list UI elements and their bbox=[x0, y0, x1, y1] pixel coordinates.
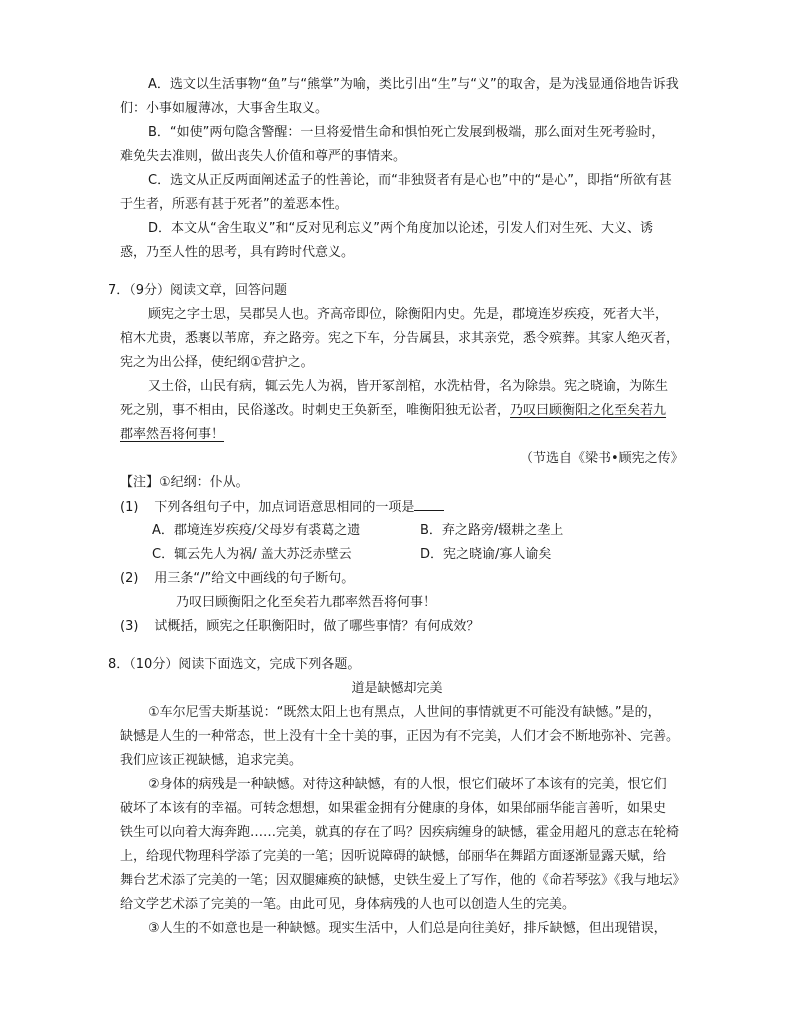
q8-essay-line-4: ②身体的病残是一种缺憾。对待这种缺憾，有的人恨，恨它们破坏了本该有的完美，恨它们 bbox=[148, 777, 667, 792]
q8-essay-line-2: 缺憾是人生的一种常态，世上没有十全十美的事，正因为有不完美，人们才会不断地弥补、完善。 bbox=[120, 729, 680, 744]
q7-passage-p1-line2: 棺木尤贵，悉裹以苇席，弃之路旁。宪之下车，分告属县，求其亲党，悉令殡葬。其家人绝灭者， bbox=[120, 331, 680, 346]
q6-option-a-line1: A．选文以生活事物“鱼”与“熊掌”为喻，类比引出“生”与“义”的取舍，是为浅显通俗地告诉我 bbox=[148, 77, 679, 92]
q8-essay-line-1: ①车尔尼雪夫斯基说：“既然太阳上也有黑点，人世间的事情就更不可能没有缺憾。”是的， bbox=[148, 705, 661, 720]
q7-sq1-text: 下列各组句子中，加点词语意思相同的一项是 bbox=[154, 500, 415, 515]
q7-note: 【注】①纪纲：仆从。 bbox=[120, 475, 249, 490]
q7-source: （节选自《梁书•顾宪之传》 bbox=[520, 451, 684, 466]
q8-essay-line-6: 铁生可以向着大海奔跑……完美，就真的存在了吗？因疾病缠身的缺憾，霍金用超凡的意志在轮椅 bbox=[120, 825, 680, 840]
q7-header: 7．（9分）阅读文章，回答问题 bbox=[108, 283, 288, 298]
q7-sq1-option-c: C．辄云先人为祸/ 盖大苏泛赤壁云 bbox=[152, 547, 352, 562]
q8-essay-line-9: 给文学艺术添了完美的一笔。由此可见，身体病残的人也可以创造人生的完美。 bbox=[120, 897, 576, 912]
q7-sq1-option-b: B．弃之路旁/辍耕之垄上 bbox=[420, 523, 564, 538]
q7-sq1-option-d: D．宪之晓谕/寡人谕矣 bbox=[420, 547, 552, 562]
q7-underlined-sentence-part2: 郡率然吾将何事！ bbox=[120, 427, 225, 442]
q7-sq2-number: (2) bbox=[120, 571, 139, 586]
q7-passage-p2-line1: 又土俗，山民有病，辄云先人为祸，皆开冢剖棺，水洗枯骨，名为除祟。宪之晓谕，为陈生 bbox=[148, 379, 669, 394]
q8-essay-line-8: 舞台艺术添了完美的一笔；因双腿瘫痪的缺憾，史铁生爱上了写作，他的《命若琴弦》《我与地坛》 bbox=[120, 873, 686, 888]
q6-option-d-line2: 惑，乃至人性的思考，具有跨时代意义。 bbox=[120, 245, 355, 260]
q7-subquestion-2 bbox=[120, 570, 354, 588]
q6-option-a-line2: 们：小事如履薄冰，大事舍生取义。 bbox=[120, 101, 329, 116]
q6-option-c-line1: C．选文从正反两面阐述孟子的性善论，而“非独贤者有是心也”中的“是心”，即指“所欲有甚 bbox=[148, 173, 672, 188]
q7-sq3-text: 试概括，顾宪之任职衡阳时，做了哪些事情？有何成效？ bbox=[154, 619, 480, 634]
q6-option-d-line1: D．本文从“舍生取义”和“反对见利忘义”两个角度加以论述，引发人们对生死、大义、诱 bbox=[148, 221, 653, 236]
q8-essay-line-10: ③人生的不如意也是一种缺憾。现实生活中，人们总是向往美好，排斥缺憾，但出现错误， bbox=[148, 921, 667, 936]
q6-option-c-line2: 于生者，所恶有甚于死者”的羞恶本性。 bbox=[120, 197, 348, 212]
q7-sq2-sentence: 乃叹曰顾衡阳之化至矣若九郡率然吾将何事！ bbox=[176, 595, 437, 610]
q7-underlined-sentence-part1: 乃叹曰顾衡阳之化至矣若九 bbox=[510, 403, 667, 418]
q8-header: 8．（10分）阅读下面选文，完成下列各题。 bbox=[108, 657, 361, 672]
q7-passage-p1-line1: 顾宪之字士思，吴郡吴人也。齐高帝即位，除衡阳内史。先是，郡境连岁疾疫，死者大半， bbox=[148, 307, 669, 322]
q6-option-b-line2: 难免失去准则，做出丧失人价值和尊严的事情来。 bbox=[120, 149, 407, 164]
q7-sq1-option-a: A．郡境连岁疾疫/父母岁有裘葛之遗 bbox=[152, 523, 361, 538]
q7-sq1-answer-blank[interactable] bbox=[414, 498, 444, 511]
q7-sq1-number: (1) bbox=[120, 500, 139, 515]
q7-passage-p1-line3: 宪之为出公择，使纪纲①营护之。 bbox=[120, 355, 314, 370]
q7-subquestion-1 bbox=[120, 498, 444, 517]
q8-essay-line-3: 我们应该正视缺憾，追求完美。 bbox=[120, 753, 303, 768]
q7-passage-p2-line2 bbox=[120, 402, 666, 420]
q7-sq3-number: (3) bbox=[120, 619, 139, 634]
q8-essay-line-7: 上，给现代物理科学添了完美的一笔；因听说障碍的缺憾，邰丽华在舞蹈方面逐渐显露天赋，给 bbox=[120, 849, 667, 864]
q7-subquestion-3 bbox=[120, 618, 479, 636]
q6-option-b-line1: B．“如使”两句隐含警醒：一旦将爱惜生命和惧怕死亡发展到极端，那么面对生死考验时， bbox=[148, 125, 665, 140]
q7-sq2-text: 用三条“/”给文中画线的句子断句。 bbox=[154, 571, 355, 586]
q8-essay-line-5: 破坏了本该有的幸福。可转念想想，如果霍金拥有分健康的身体，如果邰丽华能言善听，如果史 bbox=[120, 801, 667, 816]
q8-essay-title: 道是缺憾却完美 bbox=[351, 681, 443, 696]
q7-passage-p2-text: 死之别，事不相由，民俗遂改。时刺史王奂新至，唯衡阳独无讼者， bbox=[120, 403, 511, 418]
